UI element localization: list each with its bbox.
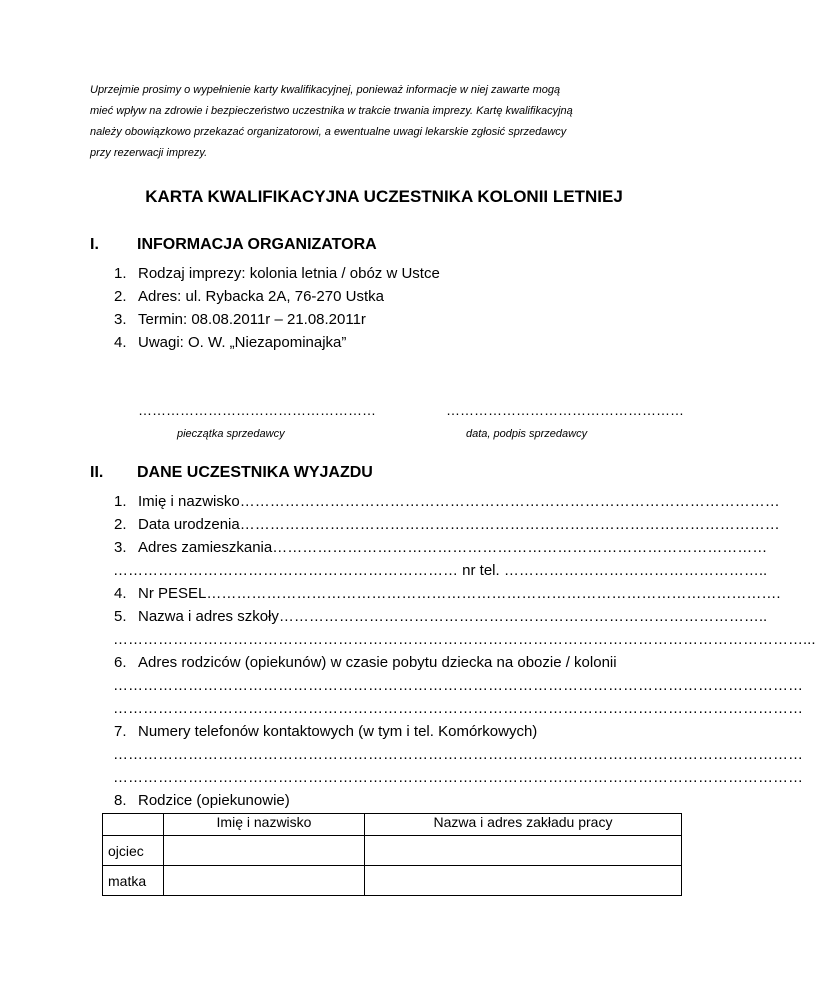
item-text: Uwagi: O. W. „Niezapominajka” — [138, 334, 347, 351]
dotted-line: ………………………………………………………………………………………………………………………… — [113, 769, 803, 786]
section1-heading: INFORMACJA ORGANIZATORA — [137, 236, 377, 253]
item-text: Nazwa i adres szkoły…………………………………………………………………………………….. — [138, 608, 768, 625]
seal-dotted-line: …………………………………………… — [138, 402, 376, 418]
item-text: Adres zamieszkania……………………………………………………………………………………… — [138, 539, 768, 556]
item-number: 8. — [114, 792, 127, 809]
table-header-name: Imię i nazwisko — [164, 814, 365, 836]
organizer-item — [114, 334, 346, 351]
document-title: KARTA KWALIFIKACYJNA UCZESTNIKA KOLONII LETNIEJ — [145, 187, 623, 206]
section2-number: II. — [90, 464, 104, 481]
participant-field — [114, 792, 290, 809]
item-number: 3. — [114, 539, 127, 556]
intro-line: przy rezerwacji imprezy. — [90, 147, 208, 159]
item-number: 4. — [114, 334, 127, 351]
dotted-line: …………………………………………………………………………………………………………………………... — [113, 631, 816, 648]
item-number: 1. — [114, 265, 127, 282]
section1-number: I. — [90, 236, 99, 253]
participant-field — [114, 723, 537, 740]
item-text: Nr PESEL……………………………………………………………………………………………………. — [138, 585, 781, 602]
item-text: Imię i nazwisko……………………………………………………………………………………………… — [138, 493, 780, 510]
parents-table — [102, 813, 682, 896]
dotted-line: ………………………………………………………………………………………………………………………… — [113, 700, 803, 717]
intro-line: należy obowiązkowo przekazać organizatorowi, a ewentualne uwagi lekarskie zgłosić sprzedawcy — [90, 126, 567, 138]
intro-text — [90, 80, 690, 164]
participant-field — [114, 539, 768, 556]
row-label-mother: matka — [103, 866, 164, 896]
seal-caption: pieczątka sprzedawcy — [177, 428, 285, 440]
dotted-line: ………………………………………………………………………………………………………………………… — [113, 746, 803, 763]
item-number: 3. — [114, 311, 127, 328]
dotted-line: ………………………………………………………………………………………………………………………… — [113, 677, 803, 694]
item-number: 1. — [114, 493, 127, 510]
item-number: 7. — [114, 723, 127, 740]
item-text: Rodzaj imprezy: kolonia letnia / obóz w Ustce — [138, 265, 440, 282]
father-name-cell[interactable] — [164, 836, 365, 866]
participant-field — [114, 493, 780, 510]
mother-name-cell[interactable] — [164, 866, 365, 896]
table-header-empty — [103, 814, 164, 836]
item-text: Adres: ul. Rybacka 2A, 76-270 Ustka — [138, 288, 384, 305]
table-row — [103, 836, 682, 866]
organizer-item — [114, 265, 440, 282]
table-header-row — [103, 814, 682, 836]
intro-line: Uprzejmie prosimy o wypełnienie karty kwalifikacyjnej, ponieważ informacje w niej zawarte mogą — [90, 84, 561, 96]
item-text: Data urodzenia……………………………………………………………………………………………… — [138, 516, 780, 533]
signature-caption: data, podpis sprzedawcy — [466, 428, 588, 440]
participant-field — [114, 654, 617, 671]
organizer-item — [114, 311, 366, 328]
row-label-father: ojciec — [103, 836, 164, 866]
item-number: 4. — [114, 585, 127, 602]
item-number: 2. — [114, 288, 127, 305]
father-workplace-cell[interactable] — [365, 836, 682, 866]
participant-field — [114, 516, 780, 533]
item-number: 2. — [114, 516, 127, 533]
item-text: Termin: 08.08.2011r – 21.08.2011r — [138, 311, 366, 328]
item-text: Adres rodziców (opiekunów) w czasie pobytu dziecka na obozie / kolonii — [138, 654, 617, 671]
address-phone-line: …………………………………………………………… nr tel. …………………………………………….. — [113, 562, 768, 579]
participant-field — [114, 585, 781, 602]
signature-dotted-line: …………………………………………… — [446, 402, 684, 418]
table-header-workplace: Nazwa i adres zakładu pracy — [365, 814, 682, 836]
item-number: 5. — [114, 608, 127, 625]
section2-heading: DANE UCZESTNIKA WYJAZDU — [137, 464, 373, 481]
item-number: 6. — [114, 654, 127, 671]
table-row — [103, 866, 682, 896]
mother-workplace-cell[interactable] — [365, 866, 682, 896]
item-text: Rodzice (opiekunowie) — [138, 792, 290, 809]
organizer-item — [114, 288, 384, 305]
intro-line: mieć wpływ na zdrowie i bezpieczeństwo uczestnika w trakcie trwania imprezy. Kartę kwalifikacyjną — [90, 105, 573, 117]
item-text: Numery telefonów kontaktowych (w tym i tel. Komórkowych) — [138, 723, 538, 740]
participant-field — [114, 608, 768, 625]
